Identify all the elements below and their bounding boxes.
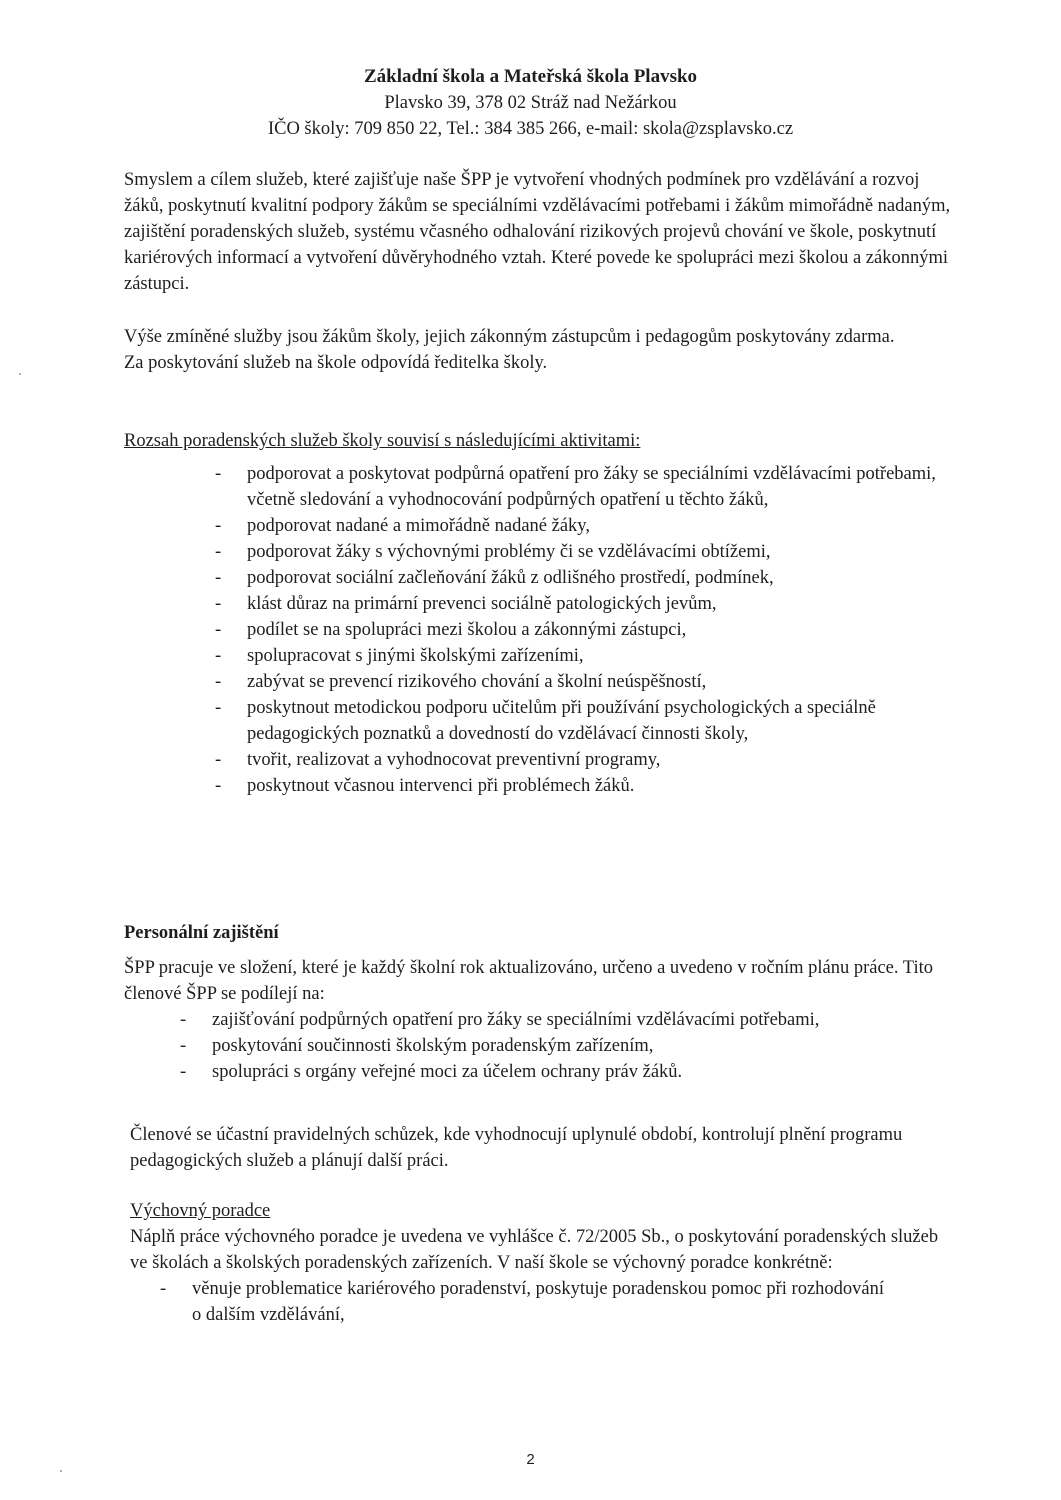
meetings-paragraph bbox=[130, 1122, 950, 1174]
dash-bullet: - bbox=[215, 698, 222, 718]
dash-bullet: - bbox=[215, 568, 222, 588]
free-services-section bbox=[124, 324, 954, 376]
list-item-text: podporovat žáky s výchovnými problémy či se vzdělávacími obtížemi, bbox=[247, 542, 771, 562]
list-item bbox=[215, 565, 947, 591]
list-item-text: podílet se na spolupráci mezi školou a zákonnými zástupci, bbox=[247, 620, 687, 640]
school-address: Plavsko 39, 378 02 Stráž nad Nežárkou bbox=[384, 93, 677, 113]
list-item bbox=[215, 747, 947, 773]
list-item bbox=[215, 461, 947, 513]
list-item bbox=[180, 1033, 952, 1059]
staffing-heading: Personální zajištění bbox=[124, 923, 279, 943]
dash-bullet: - bbox=[180, 1010, 187, 1030]
list-item-text: poskytnout včasnou intervenci při problémech žáků. bbox=[247, 776, 635, 796]
dash-bullet: - bbox=[180, 1036, 187, 1056]
dash-bullet: - bbox=[215, 646, 222, 666]
list-item bbox=[215, 669, 947, 695]
list-item-text: klást důraz na primární prevenci sociálně patologických jevům, bbox=[247, 594, 717, 614]
scan-speck bbox=[60, 1470, 62, 1472]
school-contacts: IČO školy: 709 850 22, Tel.: 384 385 266, e-mail: skola@zsplavsko.cz bbox=[267, 119, 794, 139]
list-item bbox=[215, 513, 947, 539]
list-item bbox=[160, 1276, 892, 1328]
responsibility-text: Za poskytování služeb na škole odpovídá ředitelka školy. bbox=[124, 353, 548, 373]
list-item bbox=[180, 1007, 952, 1033]
list-item-text: zabývat se prevencí rizikového chování a školní neúspěšností, bbox=[247, 672, 707, 692]
advisor-text: Náplň práce výchovného poradce je uvedena ve vyhlášce č. 72/2005 Sb., o poskytování poradenských služeb ve školách a školských poradenských zařízeních. V naší škole se výchovný poradce konkrétně: bbox=[130, 1227, 939, 1273]
staffing-section bbox=[124, 920, 954, 1085]
list-item-text: podporovat sociální začleňování žáků z odlišného prostředí, podmínek, bbox=[247, 568, 774, 588]
staffing-list bbox=[180, 1007, 952, 1085]
page-number: 2 bbox=[526, 1451, 535, 1468]
list-item bbox=[215, 695, 947, 747]
list-item bbox=[215, 617, 947, 643]
list-item bbox=[215, 591, 947, 617]
scope-heading: Rozsah poradenských služeb školy souvisí s následujícími aktivitami: bbox=[124, 431, 641, 451]
scan-speck bbox=[19, 373, 21, 375]
list-item-text: spolupráci s orgány veřejné moci za účelem ochrany práv žáků. bbox=[212, 1062, 683, 1082]
list-item-text: podporovat a poskytovat podpůrná opatření pro žáky se speciálními vzdělávacími potřebami, včetně sledování a vyhodnocování podpůrných opatření u těchto žáků, bbox=[247, 464, 936, 510]
staffing-text: ŠPP pracuje ve složení, které je každý školní rok aktualizováno, určeno a uvedeno v ročním plánu práce. Tito členové ŠPP se podílejí na: bbox=[124, 958, 933, 1004]
dash-bullet: - bbox=[215, 776, 222, 796]
list-item-text: poskytování součinnosti školským poradenským zařízením, bbox=[212, 1036, 654, 1056]
dash-bullet: - bbox=[215, 516, 222, 536]
advisor-list bbox=[160, 1276, 892, 1328]
list-item bbox=[215, 643, 947, 669]
dash-bullet: - bbox=[180, 1062, 187, 1082]
dash-bullet: - bbox=[160, 1279, 167, 1299]
list-item-text: věnuje problematice kariérového poradenství, poskytuje poradenskou pomoc při rozhodování o dalším vzdělávání, bbox=[192, 1279, 885, 1325]
list-item bbox=[215, 773, 947, 799]
scope-section bbox=[124, 428, 954, 799]
scope-list bbox=[215, 461, 947, 799]
advisor-heading: Výchovný poradce bbox=[130, 1201, 271, 1221]
school-name: Základní škola a Mateřská škola Plavsko bbox=[363, 66, 698, 87]
list-item-text: poskytnout metodickou podporu učitelům při používání psychologických a speciálně pedagogických poznatků a dovedností do vzdělávací činnosti školy, bbox=[247, 698, 876, 744]
free-services-text: Výše zmíněné služby jsou žákům školy, jejich zákonným zástupcům i pedagogům poskytovány zdarma. bbox=[124, 327, 895, 347]
dash-bullet: - bbox=[215, 542, 222, 562]
list-item bbox=[215, 539, 947, 565]
list-item-text: spolupracovat s jinými školskými zařízeními, bbox=[247, 646, 584, 666]
list-item-text: podporovat nadané a mimořádně nadané žáky, bbox=[247, 516, 590, 536]
dash-bullet: - bbox=[215, 672, 222, 692]
list-item-text: zajišťování podpůrných opatření pro žáky se speciálními vzdělávacími potřebami, bbox=[212, 1010, 820, 1030]
dash-bullet: - bbox=[215, 620, 222, 640]
meetings-text: Členové se účastní pravidelných schůzek, kde vyhodnocují uplynulé období, kontrolují plnění programu pedagogických služeb a plánují další práci. bbox=[130, 1125, 903, 1171]
dash-bullet: - bbox=[215, 750, 222, 770]
intro-text: Smyslem a cílem služeb, které zajišťuje naše ŠPP je vytvoření vhodných podmínek pro vzdělávání a rozvoj žáků, poskytnutí kvalitní podpory žákům se speciálními vzdělávacími potřebami i žákům mimořádně nadaným, zajištění poradenských služeb, systému včasného odhalování rizikových projevů chování ve škole, poskytnutí kariérových informací a vytvoření důvěryhodného vztah. Které povede ke spolupráci mezi školou a zákonnými zástupci. bbox=[124, 170, 951, 294]
dash-bullet: - bbox=[215, 464, 222, 484]
list-item-text: tvořit, realizovat a vyhodnocovat preventivní programy, bbox=[247, 750, 661, 770]
list-item bbox=[180, 1059, 952, 1085]
intro-paragraph bbox=[124, 167, 954, 297]
advisor-section bbox=[130, 1198, 950, 1328]
letterhead bbox=[0, 64, 1061, 142]
dash-bullet: - bbox=[215, 594, 222, 614]
